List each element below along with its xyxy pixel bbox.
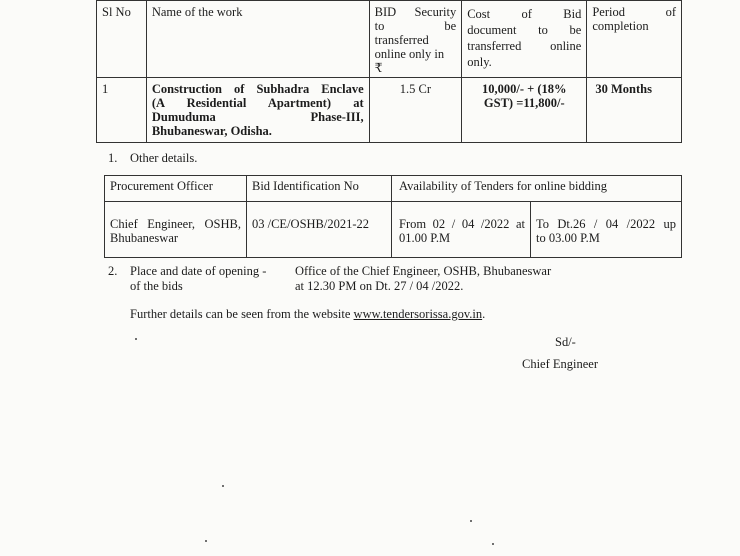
from-line: From 02 / 04 /2022 at [399, 217, 525, 231]
other-details-table [104, 175, 682, 258]
period-line: Period of [592, 5, 676, 19]
cost-line: only. [467, 55, 492, 69]
header-bid-security [369, 1, 462, 78]
rupee-symbol: ₹ [374, 61, 383, 75]
cost-value-line: GST) =11,800/- [483, 96, 565, 110]
to-line: to 03.00 P.M [536, 231, 600, 245]
bid-security-line: online only in [374, 47, 445, 61]
tender-table-row [97, 78, 682, 143]
row-period: 30 Months [587, 78, 682, 143]
section-2-value [295, 264, 551, 294]
period-line: completion [592, 19, 649, 33]
scan-speck [135, 338, 137, 340]
header-name-of-work: Name of the work [146, 1, 369, 78]
to-line: To Dt.26 / 04 /2022 up [536, 217, 676, 231]
tender-table-header-row [97, 1, 682, 78]
label-line: of the bids [130, 279, 183, 293]
officer-line: Chief Engineer, OSHB, [110, 217, 241, 231]
work-line: Construction of Subhadra Enclave [151, 82, 364, 96]
header-cost-of-document [462, 1, 587, 78]
signature-sd: Sd/- [555, 335, 576, 349]
row-cost-of-document [462, 78, 587, 143]
row-procurement-officer [105, 202, 247, 258]
row-bid-security: 1.5 Cr [369, 78, 462, 143]
section-2-label [130, 264, 266, 294]
label-line: Place and date of opening - [130, 264, 267, 278]
header-sl-no: Sl No [97, 1, 147, 78]
work-line: Dumuduma Phase-III, [151, 110, 364, 124]
from-line: 01.00 P.M [399, 231, 451, 245]
work-line: (A Residential Apartment) at [151, 96, 364, 110]
signature-designation: Chief Engineer [522, 357, 599, 371]
row-availability-from [392, 202, 531, 258]
header-availability: Availability of Tenders for online bidding [392, 176, 682, 202]
website-link[interactable]: www.tendersorissa.gov.in [353, 307, 483, 321]
header-procurement-officer: Procurement Officer [105, 176, 247, 202]
bid-security-line: to be [374, 19, 457, 33]
other-details-row [105, 202, 682, 258]
officer-line: Bhubaneswar [110, 231, 179, 245]
tender-table [96, 0, 682, 143]
row-availability-to [531, 202, 682, 258]
scan-speck [470, 520, 472, 522]
further-details-prefix: Further details can be seen from the website [130, 307, 354, 321]
work-line: Bhubaneswar, Odisha. [151, 124, 272, 138]
section-2-number: 2. [108, 264, 118, 278]
bid-security-line: BID Security [374, 5, 457, 19]
section-1-title: Other details. [130, 151, 198, 165]
other-details-header-row [105, 176, 682, 202]
value-line: Office of the Chief Engineer, OSHB, Bhubaneswar [295, 264, 552, 278]
cost-value-line: 10,000/- + (18% [482, 82, 567, 96]
section-1-number: 1. [108, 151, 118, 165]
row-sl-no: 1 [97, 78, 147, 143]
scan-speck [205, 540, 207, 542]
row-bid-identification: 03 /CE/OSHB/2021-22 [247, 202, 392, 258]
scan-speck [492, 543, 494, 545]
cost-line: document to be [467, 23, 582, 37]
bid-security-line: transferred [374, 33, 429, 47]
header-bid-identification: Bid Identification No [247, 176, 392, 202]
cost-line: transferred online [467, 39, 582, 53]
scan-speck [222, 485, 224, 487]
cost-line: Cost of Bid [467, 7, 582, 21]
value-line: at 12.30 PM on Dt. 27 / 04 /2022. [295, 279, 464, 293]
row-name-of-work [146, 78, 369, 143]
further-details-suffix: . [482, 307, 486, 321]
further-details-text [130, 307, 485, 322]
header-period [587, 1, 682, 78]
